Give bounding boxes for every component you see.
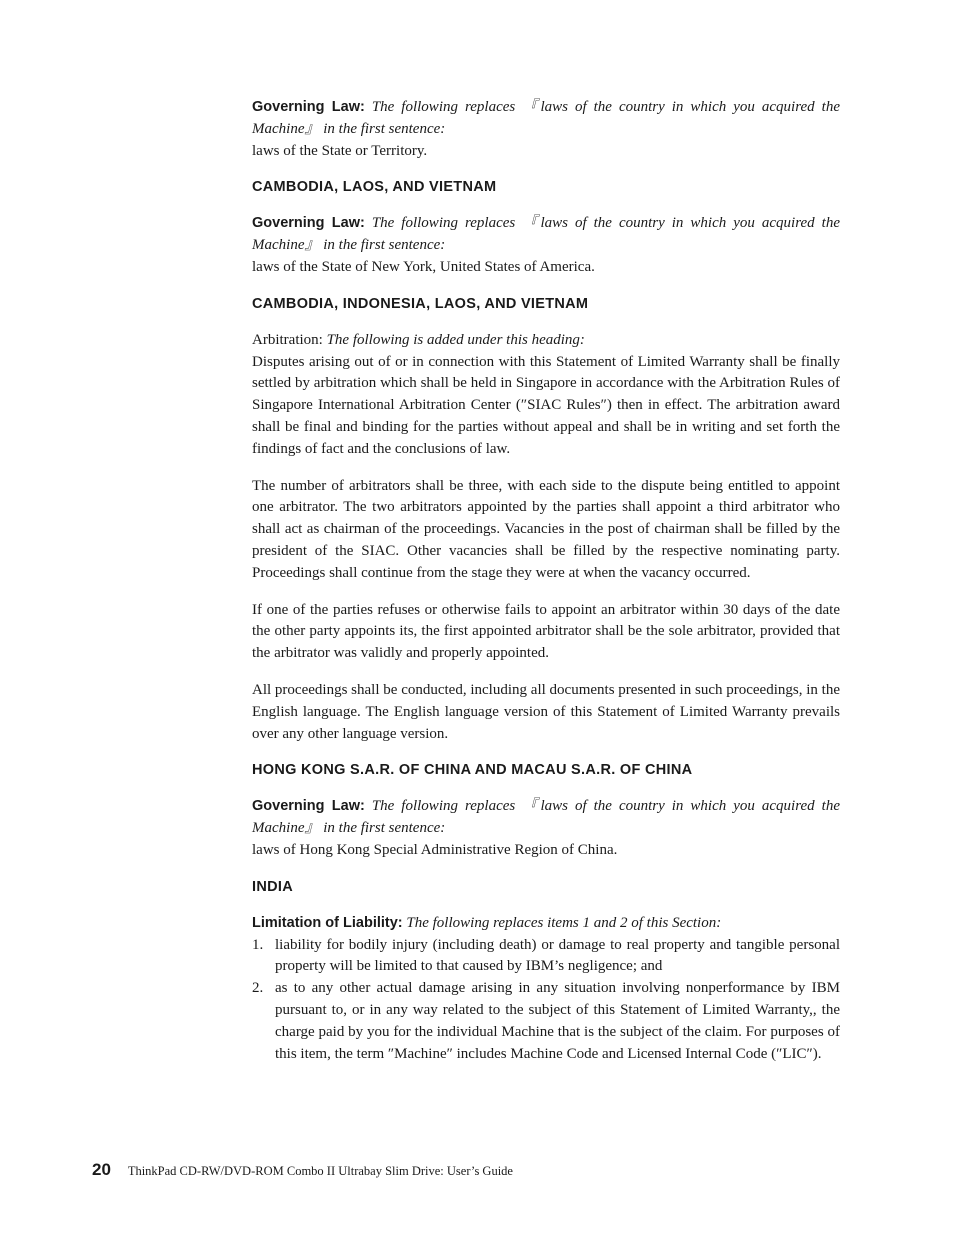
governing-law-block-2 — [252, 213, 840, 278]
governing-law-instruction: The following replaces 『laws of the country in which you acquired the Machine』 in the first sentence: — [252, 798, 840, 837]
governing-law-block-1 — [252, 97, 840, 162]
governing-law-label: Governing Law: — [252, 798, 365, 815]
arbitration-paragraph-1: Disputes arising out of or in connection with this Statement of Limited Warranty shall be finally settled by arbitration which shall be held in Singapore in accordance with the Arbitration Rules of Singapore International Arbitration Center (″SIAC Rules″) then in effect. The arbitration award shall be final and binding for the parties without appeal and shall be in writing and set forth the findings of fact and the conclusions of law. — [252, 353, 840, 457]
list-item — [252, 935, 840, 979]
arbitration-paragraph-3: If one of the parties refuses or otherwise fails to appoint an arbitrator within 30 days of the date the other party appoints its, the first appointed arbitrator shall be the sole arbitrator, provided that the arbitrator was validly and properly appointed. — [252, 601, 840, 662]
arbitration-paragraph-4: All proceedings shall be conducted, including all documents presented in such proceedings, in the English language. The English language version of this Statement of Limited Warranty prevails over any other language version. — [252, 681, 840, 742]
list-item — [252, 978, 840, 1065]
arbitration-block — [252, 330, 840, 461]
list-item-number: 2. — [252, 980, 264, 997]
list-item-number: 1. — [252, 936, 264, 953]
limitation-of-liability-instruction: The following replaces items 1 and 2 of this Section: — [406, 914, 722, 931]
footer-title: ThinkPad CD-RW/DVD-ROM Combo II Ultrabay Slim Drive: User’s Guide — [127, 1164, 513, 1178]
governing-law-text: laws of the State of New York, United States of America. — [252, 258, 595, 275]
section-heading-india: INDIA — [252, 878, 293, 895]
arbitration-label: Arbitration: — [252, 331, 323, 348]
section-heading-cambodia-indonesia-laos-vietnam: CAMBODIA, INDONESIA, LAOS, AND VIETNAM — [252, 295, 589, 312]
arbitration-paragraph-2: The number of arbitrators shall be three, with each side to the dispute being entitled to appoint one arbitrator. The two arbitrators appointed by the parties shall appoint a third arbitrator who shall act as chairman of the proceedings. Vacancies in the post of chairman shall be filled by the president of the SIAC. Other vacancies shall be filled by the respective nominating party. Proceedings shall continue from the stage they were at when the vacancy occurred. — [252, 477, 840, 581]
governing-law-text: laws of the State or Territory. — [252, 142, 428, 159]
page-footer — [92, 1160, 513, 1180]
governing-law-label: Governing Law: — [252, 215, 365, 232]
governing-law-instruction: The following replaces 『laws of the country in which you acquired the Machine』 in the first sentence: — [252, 215, 840, 254]
liability-items-list — [252, 935, 840, 1066]
limitation-of-liability-block — [252, 913, 840, 935]
document-body — [252, 97, 840, 1065]
arbitration-instruction: The following is added under this heading: — [326, 331, 585, 348]
governing-law-text: laws of Hong Kong Special Administrative Region of China. — [252, 841, 618, 858]
page-number: 20 — [92, 1160, 111, 1179]
governing-law-label: Governing Law: — [252, 99, 365, 115]
governing-law-block-3 — [252, 796, 840, 861]
governing-law-instruction: The following replaces 『laws of the country in which you acquired the Machine』 in the first sentence: — [252, 99, 840, 137]
section-heading-hong-kong-macau: HONG KONG S.A.R. OF CHINA AND MACAU S.A.R. OF CHINA — [252, 762, 693, 779]
section-heading-cambodia-laos-vietnam: CAMBODIA, LAOS, AND VIETNAM — [252, 179, 497, 196]
list-item-text: as to any other actual damage arising in any situation involving nonperformance by IBM pursuant to, or in any way related to the subject of this Statement of Limited Warranty,, the charge paid by you for the individual Machine that is the subject of the claim. For purposes of this item, the term ″Machine″ includes Machine Code and Licensed Internal Code (″LIC″). — [275, 980, 840, 1062]
list-item-text: liability for bodily injury (including death) or damage to real property and tangible personal property will be limited to that caused by IBM’s negligence; and — [275, 936, 840, 975]
limitation-of-liability-label: Limitation of Liability: — [252, 914, 403, 931]
